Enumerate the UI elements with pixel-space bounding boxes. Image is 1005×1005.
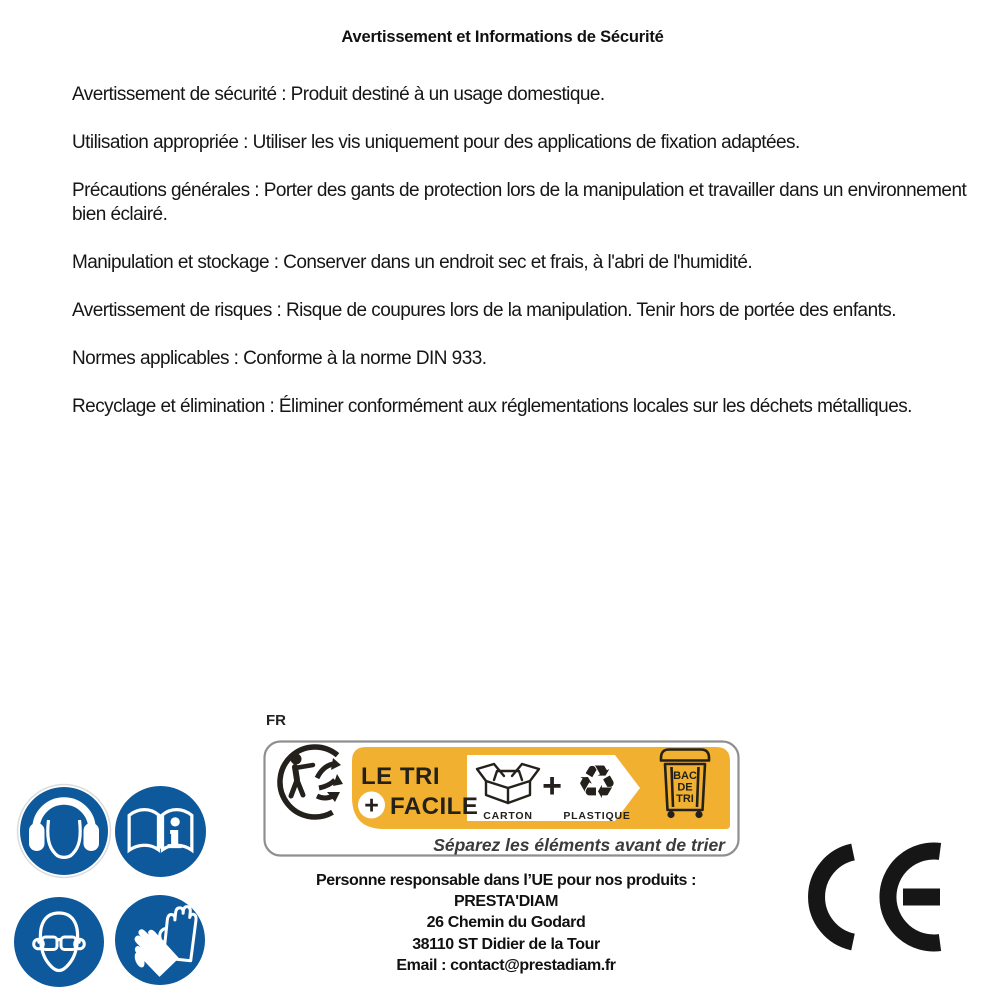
carton-label: CARTON	[483, 810, 533, 822]
paragraph-utilisation: Utilisation appropriée : Utiliser les vis uniquement pour des applications de fixation adaptées.	[72, 132, 800, 154]
paragraph-normes: Normes applicables : Conforme à la norme DIN 933.	[72, 348, 487, 370]
responsible-line-intro: Personne responsable dans l’UE pour nos produits :	[315, 872, 697, 889]
paragraph-stockage: Manipulation et stockage : Conserver dans un endroit sec et frais, à l'abri de l'humidité.	[72, 251, 753, 273]
svg-text:DE: DE	[677, 781, 693, 794]
responsible-email: Email : contact@prestadiam.fr	[396, 956, 616, 974]
responsible-person-block	[270, 870, 742, 976]
le-tri-text: LE TRI	[361, 763, 440, 790]
responsible-city: 38110 ST Didier de la Tour	[412, 935, 600, 953]
plus-circle-sign: +	[364, 791, 379, 820]
responsible-company: PRESTA'DIAM	[454, 893, 558, 911]
paragraph-securite: Avertissement de sécurité : Produit destiné à un usage domestique.	[72, 84, 605, 105]
tri-facile-banner	[263, 740, 740, 857]
page-title: Avertissement et Informations de Sécurité	[341, 28, 664, 46]
paragraph-risques: Avertissement de risques : Risque de coupures lors de la manipulation. Tenir hors de portée des enfants.	[72, 299, 896, 321]
plastique-recycle-icon: ♻	[576, 756, 618, 808]
responsible-street: 26 Chemin du Godard	[426, 914, 586, 932]
fr-country-label: FR	[266, 712, 286, 729]
ear-protection-icon	[16, 783, 112, 879]
ce-mark-icon	[795, 838, 955, 960]
svg-text:BAC: BAC	[673, 770, 697, 782]
eye-protection-icon	[13, 896, 105, 988]
facile-text: FACILE	[390, 793, 479, 820]
paragraph-recyclage: Recyclage et élimination : Éliminer conformément aux réglementations locales sur les déchets métalliques.	[72, 396, 912, 418]
banner-tagline: Séparez les éléments avant de trier	[433, 835, 725, 855]
safety-text-block	[72, 83, 984, 443]
svg-text:TRI: TRI	[676, 793, 694, 805]
protective-gloves-icon	[115, 895, 205, 985]
plus-separator: +	[542, 767, 562, 805]
read-manual-icon	[115, 786, 206, 877]
paragraph-precautions: Précautions générales : Porter des gants de protection lors de la manipulation et travailler dans un environnement bien éclairé.	[72, 180, 967, 225]
plastique-label: PLASTIQUE	[563, 810, 631, 822]
